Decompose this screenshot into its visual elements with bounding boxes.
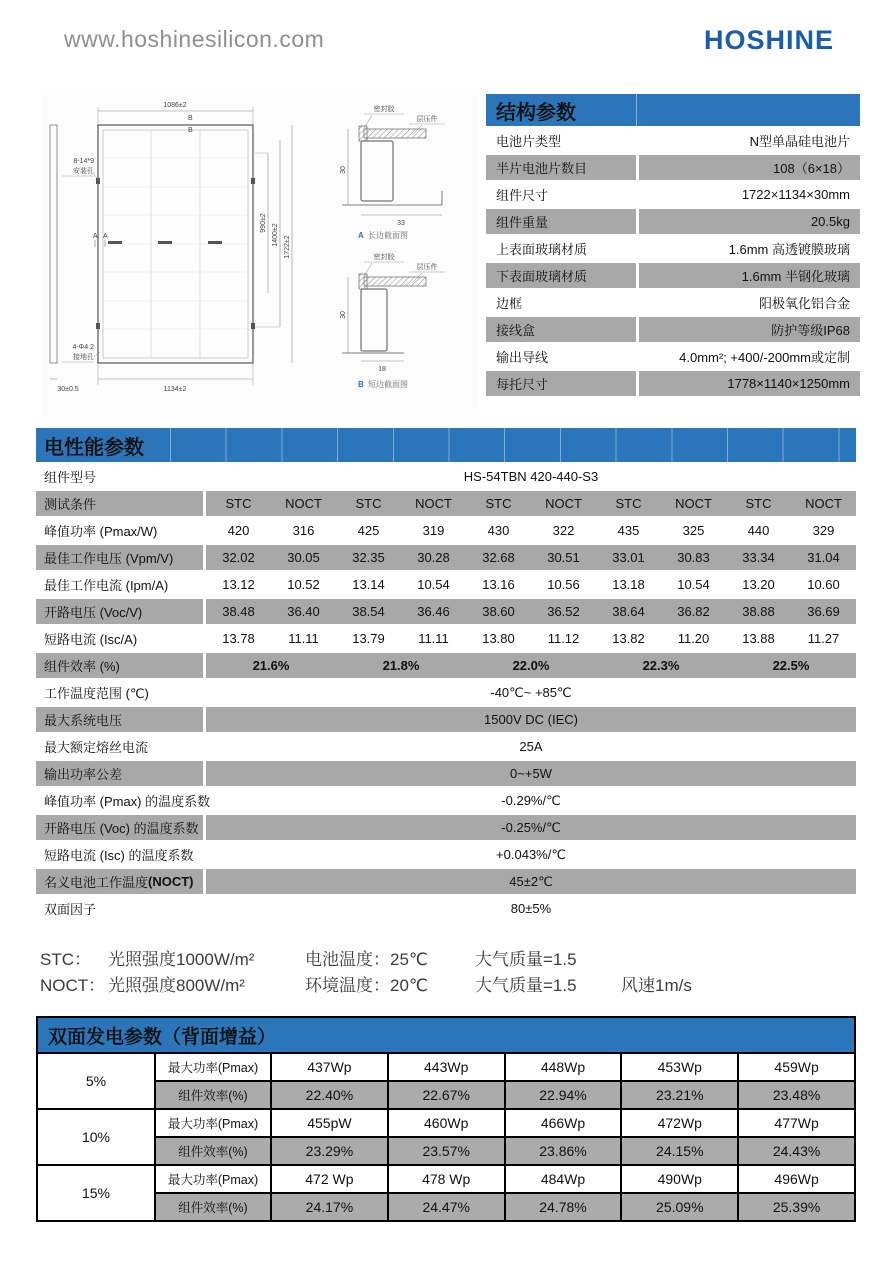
row-label: 最大额定熔丝电流: [44, 740, 149, 755]
dim-top-label: 1086±2: [163, 102, 187, 109]
dim-right-2: 1400±2: [272, 223, 279, 247]
dim-right-3: 1722±2: [284, 235, 291, 259]
dim-b-width: 18: [378, 366, 386, 373]
row-value: 108（6×18）: [639, 155, 860, 180]
value-cell: 11.20: [677, 631, 710, 646]
row-value: -0.25%/℃: [501, 819, 561, 835]
value-cell: 329: [812, 523, 835, 538]
dim-b-height: 30: [340, 311, 347, 319]
table-row: [36, 788, 856, 813]
efficiency-row: [156, 1080, 854, 1108]
value-cell: 36.52: [547, 604, 580, 619]
row-value: 25A: [519, 739, 543, 754]
pmax-row: [156, 1110, 854, 1136]
value-cell: 10.54: [677, 577, 710, 592]
row-label: 最大功率(Pmax): [156, 1166, 272, 1192]
value-cell: 437Wp: [272, 1054, 389, 1080]
value-cell: 472 Wp: [272, 1166, 389, 1192]
value-cell: 420: [227, 523, 250, 538]
value-cell: 30.05: [287, 550, 320, 565]
value-cell: 10.54: [417, 577, 450, 592]
row-label: 最大功率(Pmax): [156, 1110, 272, 1136]
ground-hole-label-1: 4-Φ4.2: [72, 344, 94, 351]
row-label: 边框: [496, 296, 523, 311]
table-row: [486, 263, 860, 288]
value-cell: 490Wp: [622, 1166, 739, 1192]
structure-table: [486, 94, 860, 396]
row-label: 组件效率(%): [156, 1138, 272, 1164]
row-label: 测试条件: [36, 491, 203, 516]
section-mark-a2: A: [103, 233, 108, 240]
stc-note: [40, 944, 692, 970]
value-cell: 13.82: [612, 631, 645, 646]
table-row: [486, 317, 860, 342]
laminate-label-a: 层压件: [416, 116, 438, 123]
efficiency-value: 21.8%: [382, 658, 420, 673]
sealant-label-a: 密封胶: [373, 106, 395, 113]
row-label: 组件重量: [486, 209, 636, 234]
gain-percent: 10%: [38, 1110, 156, 1164]
value-cell: 22.67%: [389, 1082, 506, 1108]
value-cell: 30.28: [417, 550, 450, 565]
mount-hole-label-2: 安装孔: [73, 168, 94, 175]
stc-irradiance: 光照强度1000W/m²: [108, 949, 255, 969]
dim-right-1: 990±2: [260, 213, 267, 233]
pmax-row: [156, 1166, 854, 1192]
table-row: [36, 869, 856, 894]
value-cell: 23.21%: [622, 1082, 739, 1108]
row-label: 最大系统电压: [36, 707, 203, 732]
module-drawing-svg: [42, 95, 479, 415]
value-cell: 13.14: [352, 577, 385, 592]
col-header: STC: [355, 496, 382, 511]
value-cell: 13.88: [742, 631, 775, 646]
row-value: -40℃~ +85℃: [490, 684, 572, 700]
table-row: [36, 518, 856, 543]
stc-label: STC：: [40, 949, 91, 969]
col-header: NOCT: [415, 496, 452, 511]
value-cell: 11.27: [807, 631, 840, 646]
value-cell: 24.78%: [506, 1194, 623, 1220]
col-header: STC: [615, 496, 642, 511]
row-label: 最佳工作电压 (Vpm/V): [36, 545, 203, 570]
website-url: www.hoshinesilicon.com: [64, 26, 325, 52]
value-cell: 477Wp: [774, 1115, 819, 1131]
value-cell: 38.60: [482, 604, 515, 619]
efficiency-value: 22.0%: [512, 658, 550, 673]
stc-temperature: 电池温度：25℃: [305, 949, 429, 969]
col-header: STC: [225, 496, 252, 511]
row-label: 双面因子: [44, 902, 97, 917]
efficiency-value: 21.6%: [252, 658, 290, 673]
row-label: 输出导线: [496, 350, 549, 365]
value-cell: 453Wp: [622, 1054, 739, 1080]
row-value: +0.043%/℃: [496, 846, 566, 862]
row-label: 组件型号: [44, 470, 97, 485]
table-row: [486, 182, 860, 207]
value-cell: 10.56: [547, 577, 580, 592]
hoshine-logo: HOSHINE: [703, 25, 834, 55]
value-cell: 33.01: [612, 550, 645, 565]
ground-hole-label-2: 接地孔: [73, 354, 94, 361]
table-row: [486, 371, 860, 396]
value-cell: 23.48%: [739, 1082, 854, 1108]
value-cell: 10.52: [287, 577, 320, 592]
value-cell: 11.12: [547, 631, 580, 646]
value-cell: 322: [552, 523, 575, 538]
row-label: 最大功率(Pmax): [156, 1054, 272, 1080]
row-value: -0.29%/℃: [501, 792, 561, 808]
row-value: 1500V DC (IEC): [484, 712, 578, 727]
table-row: [36, 707, 856, 732]
value-cell: 443Wp: [389, 1054, 506, 1080]
value-cell: 466Wp: [506, 1110, 623, 1136]
noct-temperature: 环境温度：20℃: [305, 975, 429, 995]
value-cell: 24.43%: [739, 1138, 854, 1164]
efficiency-row: [36, 653, 856, 678]
value-cell: 30.51: [547, 550, 580, 565]
table-row: [36, 734, 856, 759]
value-cell: 38.64: [612, 604, 645, 619]
row-value: 4.0mm²; +400/-200mm或定制: [679, 350, 850, 365]
col-header: STC: [485, 496, 512, 511]
value-cell: 32.35: [352, 550, 385, 565]
col-header: NOCT: [805, 496, 842, 511]
table-row: [36, 842, 856, 867]
electrical-title: 电性能参数: [36, 428, 856, 462]
value-cell: 472Wp: [622, 1110, 739, 1136]
col-header: NOCT: [285, 496, 322, 511]
value-cell: 448Wp: [506, 1054, 623, 1080]
row-value: N型单晶硅电池片: [749, 134, 850, 149]
row-value: 0~+5W: [510, 766, 552, 781]
value-cell: 13.16: [482, 577, 515, 592]
row-value: 防护等级IP68: [639, 317, 860, 342]
row-value: 20.5kg: [639, 209, 860, 234]
table-row: [486, 209, 860, 234]
section-mark-b2: B: [188, 127, 193, 134]
model-value: HS-54TBN 420-440-S3: [463, 469, 599, 484]
row-value: 1778×1140×1250mm: [639, 371, 860, 396]
value-cell: 38.88: [742, 604, 775, 619]
table-row: [36, 572, 856, 597]
test-condition-row: [36, 491, 856, 516]
value-cell: 30.83: [677, 550, 710, 565]
value-cell: 13.12: [222, 577, 255, 592]
bifacial-title: 双面发电参数（背面增益）: [38, 1018, 854, 1054]
row-label: 开路电压 (Voc/V): [36, 599, 203, 624]
row-value: 80±5%: [510, 901, 552, 916]
gain-percent: 5%: [38, 1054, 156, 1108]
technical-drawing: [42, 95, 479, 415]
section-a-caption: 长边截面图: [368, 231, 408, 240]
row-label: 半片电池片数目: [486, 155, 636, 180]
row-label: 下表面玻璃材质: [486, 263, 636, 288]
value-cell: 24.17%: [272, 1194, 389, 1220]
value-cell: 24.47%: [389, 1194, 506, 1220]
table-row: [486, 236, 860, 261]
value-cell: 36.69: [807, 604, 840, 619]
row-label: 接线盒: [486, 317, 636, 342]
value-cell: 38.48: [222, 604, 255, 619]
mount-hole-label-1: 8-14*9: [73, 158, 94, 165]
section-a-letter: A: [358, 231, 364, 240]
value-cell: 22.40%: [272, 1082, 389, 1108]
dim-a-height: 30: [340, 166, 347, 174]
value-cell: 32.68: [482, 550, 515, 565]
efficiency-value: 22.5%: [772, 658, 810, 673]
value-cell: 460Wp: [389, 1110, 506, 1136]
efficiency-row: [156, 1136, 854, 1164]
laminate-label-b: 层压件: [416, 264, 438, 271]
pmax-row: [156, 1054, 854, 1080]
value-cell: 319: [422, 523, 445, 538]
value-cell: 33.34: [742, 550, 775, 565]
noct-wind-speed: 风速1m/s: [621, 975, 692, 995]
table-row: [36, 545, 856, 570]
row-label: 电池片类型: [496, 134, 562, 149]
row-label: 每托尺寸: [486, 371, 636, 396]
row-label: 组件效率(%): [156, 1082, 272, 1108]
efficiency-value: 22.3%: [642, 658, 680, 673]
section-b-caption: 短边截面图: [368, 380, 408, 389]
row-label: 输出功率公差: [36, 761, 203, 786]
value-cell: 13.18: [612, 577, 645, 592]
row-value: 45±2℃: [509, 873, 553, 889]
row-label: 工作温度范围 (℃): [44, 686, 149, 701]
dim-bottom-label: 1134±2: [163, 386, 187, 393]
bifacial-table: [36, 1016, 856, 1222]
value-cell: 36.40: [287, 604, 320, 619]
row-label: 短路电流 (Isc/A): [44, 632, 138, 647]
value-cell: 36.82: [677, 604, 710, 619]
value-cell: 440: [747, 523, 770, 538]
table-row: [486, 155, 860, 180]
row-value: 1.6mm 半钢化玻璃: [639, 263, 860, 288]
value-cell: 316: [292, 523, 315, 538]
col-header: STC: [745, 496, 772, 511]
section-b-letter: B: [358, 380, 364, 389]
row-label: 峰值功率 (Pmax/W): [44, 524, 158, 539]
value-cell: 23.29%: [272, 1138, 389, 1164]
table-row: [36, 761, 856, 786]
value-cell: 25.39%: [739, 1194, 854, 1220]
value-cell: 425: [357, 523, 380, 538]
sealant-label-b: 密封胶: [373, 254, 395, 261]
efficiency-row: [156, 1192, 854, 1220]
value-cell: 23.86%: [506, 1138, 623, 1164]
side-view-strip: [50, 125, 57, 363]
test-condition-notes: [40, 944, 692, 996]
noct-label: NOCT：: [40, 975, 106, 995]
model-row: [36, 464, 856, 489]
value-cell: 11.11: [418, 631, 449, 646]
value-cell: 25.09%: [622, 1194, 739, 1220]
value-cell: 478 Wp: [389, 1166, 506, 1192]
row-label: 短路电流 (Isc) 的温度系数: [44, 848, 194, 863]
col-header: NOCT: [675, 496, 712, 511]
electrical-table: [36, 428, 856, 921]
table-row: [36, 896, 856, 921]
table-row: [486, 290, 860, 315]
row-label: 组件效率 (%): [36, 653, 203, 678]
table-row: [36, 815, 856, 840]
dim-a-width: 33: [397, 220, 405, 227]
gain-group-5: [38, 1054, 854, 1108]
row-label: 名义电池工作温度 (NOCT): [36, 869, 203, 894]
value-cell: 10.60: [807, 577, 840, 592]
dim-corner-label: 30±0.5: [57, 386, 79, 393]
value-cell: 496Wp: [774, 1171, 819, 1187]
value-cell: 11.11: [288, 631, 319, 646]
table-row: [36, 599, 856, 624]
value-cell: 23.57%: [389, 1138, 506, 1164]
value-cell: 459Wp: [774, 1059, 819, 1075]
value-cell: 24.15%: [622, 1138, 739, 1164]
table-row: [36, 680, 856, 705]
section-mark-b1: B: [188, 115, 193, 122]
value-cell: 455pW: [272, 1110, 389, 1136]
value-cell: 13.20: [742, 577, 775, 592]
stc-air-mass: 大气质量=1.5: [475, 949, 577, 969]
value-cell: 435: [617, 523, 640, 538]
value-cell: 325: [682, 523, 705, 538]
row-label: 组件尺寸: [496, 188, 549, 203]
value-cell: 13.78: [222, 631, 255, 646]
value-cell: 430: [487, 523, 510, 538]
table-row: [486, 344, 860, 369]
table-row: [486, 128, 860, 153]
value-cell: 13.79: [352, 631, 385, 646]
value-cell: 13.80: [482, 631, 515, 646]
row-label: 开路电压 (Voc) 的温度系数: [36, 815, 203, 840]
row-label: 上表面玻璃材质: [496, 242, 588, 257]
gain-group-15: [38, 1164, 854, 1220]
table-row: [36, 626, 856, 651]
noct-irradiance: 光照强度800W/m²: [108, 975, 245, 995]
noct-note: [40, 970, 692, 996]
value-cell: 484Wp: [506, 1166, 623, 1192]
row-value: 阳极氧化铝合金: [758, 296, 850, 311]
row-value: 1.6mm 高透镀膜玻璃: [728, 242, 850, 257]
section-mark-a1: A: [93, 233, 98, 240]
row-label: 峰值功率 (Pmax) 的温度系数: [44, 794, 211, 809]
value-cell: 31.04: [807, 550, 840, 565]
col-header: NOCT: [545, 496, 582, 511]
gain-percent: 15%: [38, 1166, 156, 1220]
row-label: 最佳工作电流 (Ipm/A): [44, 578, 169, 593]
structure-title: 结构参数: [486, 94, 860, 126]
noct-air-mass: 大气质量=1.5: [475, 975, 577, 995]
value-cell: 36.46: [417, 604, 450, 619]
gain-group-10: [38, 1108, 854, 1164]
value-cell: 38.54: [352, 604, 385, 619]
row-label: 组件效率(%): [156, 1194, 272, 1220]
value-cell: 32.02: [222, 550, 255, 565]
row-value: 1722×1134×30mm: [741, 187, 850, 202]
value-cell: 22.94%: [506, 1082, 623, 1108]
